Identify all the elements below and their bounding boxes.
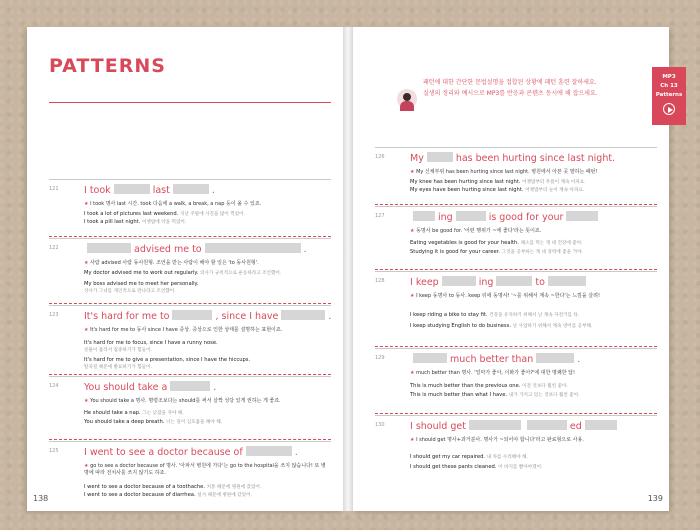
example-sentence: I keep riding a bike to stay fit. 건강을 유지하기 위해서 난 계속 자전거를 타. bbox=[410, 312, 580, 318]
blank-box bbox=[548, 276, 586, 286]
example-sentence: Eating vegetables is good for your health. 채소를 먹는 게 네 건강에 좋아. bbox=[410, 240, 583, 246]
blank-box bbox=[496, 276, 532, 286]
pattern-explanation: ★ My 신체부위 has been hurting since last night. 병원에서 아픈 곳 말하는 패턴! bbox=[410, 169, 598, 175]
blank-box bbox=[469, 420, 521, 430]
pattern-number: 121 bbox=[49, 186, 59, 192]
title-divider bbox=[49, 102, 331, 103]
example-sentence: It's hard for me to give a presentation, since I have the hiccups. bbox=[84, 357, 251, 363]
pattern-explanation: ★ You should take a 명사. 명령조보다는 should를 써서 살짝 성당 있게 권하는 게 좋죠. bbox=[84, 398, 281, 404]
page-title: PATTERNS bbox=[49, 55, 166, 77]
pattern-number: 130 bbox=[375, 422, 385, 428]
pattern-number: 126 bbox=[375, 154, 385, 160]
blank-box bbox=[427, 152, 453, 162]
right-page bbox=[353, 27, 683, 511]
blank-box bbox=[413, 353, 447, 363]
example-sentence: You should take a deep breath. 너는 깊이 심호흡을 해야 해. bbox=[84, 419, 223, 425]
pattern-number: 129 bbox=[375, 355, 385, 361]
pattern-sentence: I took last . bbox=[84, 185, 215, 196]
example-sentence: I took a lot of pictures last weekend. 지난 주말에 사진을 많이 찍었어. bbox=[84, 211, 245, 217]
example-sentence: It's hard for me to focus, since I have a runny nose. bbox=[84, 340, 218, 346]
example-translation: 상사가 그녀를 개인적으로 만나라고 조언했어. bbox=[84, 289, 176, 294]
pattern-entry-121 bbox=[49, 179, 331, 237]
pattern-sentence: I went to see a doctor because of . bbox=[84, 447, 298, 458]
blank-box bbox=[205, 243, 301, 253]
blank-box bbox=[114, 184, 150, 194]
blank-box bbox=[536, 353, 574, 363]
pattern-number: 124 bbox=[49, 383, 59, 389]
blank-box bbox=[281, 310, 325, 320]
blank-box bbox=[527, 420, 567, 430]
example-sentence: He should take a nap. 그는 낮잠을 자야 해. bbox=[84, 410, 184, 416]
example-sentence: I went to see a doctor because of a toothache. 치통 때문에 병원에 갔었어. bbox=[84, 484, 262, 490]
blank-box bbox=[172, 310, 212, 320]
pattern-number: 127 bbox=[375, 213, 385, 219]
pattern-explanation: ★ go to see a doctor because of 명사. '아파서 병원에 가다'는 go to the hospital을 쓰지 않습니다! 또 병명에 따라 전치사를 쓰지 않기도 하죠. bbox=[84, 463, 326, 476]
pattern-sentence: ing is good for your bbox=[410, 211, 601, 223]
blank-box bbox=[413, 211, 435, 221]
pattern-entry-127 bbox=[375, 206, 657, 270]
pattern-explanation: ★ It's hard for me to 동사 since I have 증상. 증상으로 인한 상태를 설명하는 표현이죠. bbox=[84, 327, 283, 333]
example-sentence: I went to see a doctor because of diarrhea. 설사 때문에 병원에 갔었어. bbox=[84, 492, 252, 498]
pattern-explanation: ★ I keep 동명사 to 동사. keep 뒤에 동명사! '~를 위해서 계속 ~한다'는 느낌을 살려! bbox=[410, 293, 600, 299]
example-sentence: My doctor advised me to work out regularly. 의사가 규칙적으로 운동하라고 조언했어. bbox=[84, 270, 282, 276]
mp3-tab[interactable]: MP3 Ch 13 Patterns bbox=[652, 67, 686, 125]
blank-box bbox=[173, 184, 209, 194]
pattern-number: 123 bbox=[49, 312, 59, 318]
example-sentence: My eyes have been hurting since last night. 어젯밤부터 눈이 계속 아파요. bbox=[410, 187, 585, 193]
blank-box bbox=[456, 211, 486, 221]
example-sentence: My knee has been hurting since last night. 어젯밤부터 무릎이 계속 아파요. bbox=[410, 179, 586, 185]
example-sentence: Studying it is good for your career. 그것을 공부하는 게 네 경력에 좋을 거야. bbox=[410, 249, 583, 255]
book-spine bbox=[343, 27, 353, 511]
pattern-sentence: It's hard for me to , since I have . bbox=[84, 311, 332, 322]
blank-box bbox=[170, 381, 210, 391]
example-sentence: This is much better than the previous one. 이전 것보다 훨씬 좋아. bbox=[410, 383, 568, 389]
pattern-explanation: ★ 사람 advised 사람 동사원형. 조언을 받는 사람이 해야 할 일은 'to 동사원형'. bbox=[84, 260, 259, 266]
blank-box bbox=[566, 211, 598, 221]
page-number: 138 bbox=[33, 494, 49, 503]
pattern-explanation: ★ much better than 명사. '얼마가 좋아, 이봐가 좋아?'에 대한 명쾌한 답! bbox=[410, 370, 575, 376]
pattern-explanation: ★ I took 명사 last 시간. took 다음에 a walk, a break, a nap 등이 올 수 있죠. bbox=[84, 201, 262, 207]
pattern-entry-126 bbox=[375, 147, 657, 205]
pattern-entry-129 bbox=[375, 348, 657, 414]
blank-box bbox=[87, 243, 131, 253]
pattern-entry-123 bbox=[49, 305, 331, 375]
example-translation: 딸꾹질 때문에 발표하기가 힘들어. bbox=[84, 365, 152, 370]
avatar bbox=[397, 89, 417, 109]
example-sentence: I keep studying English to do business. 난 사업하기 위해서 계속 영어를 공부해. bbox=[410, 323, 593, 329]
pattern-entry-128 bbox=[375, 271, 657, 347]
pattern-number: 122 bbox=[49, 245, 59, 251]
pattern-sentence: I keep ing to bbox=[410, 276, 589, 288]
example-sentence: I took a pill last night. 어젯밤에 약을 먹었어. bbox=[84, 219, 187, 225]
example-sentence: I should get these pants cleaned. 이 바지를 빨아야겠어. bbox=[410, 464, 543, 470]
pattern-entry-130 bbox=[375, 415, 657, 485]
example-sentence: This is much better than what I have. 내가 가지고 있는 것보다 훨씬 좋아. bbox=[410, 392, 580, 398]
blank-box bbox=[246, 446, 292, 456]
pattern-entry-124 bbox=[49, 376, 331, 440]
example-sentence: I should get my car repaired. 내 차를 수리해야 해. bbox=[410, 454, 529, 460]
blank-box bbox=[442, 276, 476, 286]
example-translation: 콧물이 흘러서 집중하기가 힘들어. bbox=[84, 348, 152, 353]
pattern-sentence: My has been hurting since last night. bbox=[410, 153, 616, 164]
left-page bbox=[27, 27, 343, 511]
pattern-sentence: I should get ed bbox=[410, 420, 620, 432]
pattern-explanation: ★ I should get 명사+과거분사. 명사가 ~되어야 합니다'라고 완료형으로 사용. bbox=[410, 437, 584, 443]
pattern-explanation: ★ 동명사 be good for. '어떤 행위가 ~에 좋다'라는 뜻이죠. bbox=[410, 228, 542, 234]
blank-box bbox=[585, 420, 617, 430]
pattern-number: 125 bbox=[49, 448, 59, 454]
pattern-sentence: advised me to . bbox=[84, 243, 307, 255]
page-number: 139 bbox=[647, 494, 663, 503]
pattern-entry-125 bbox=[49, 441, 331, 505]
intro-text: 패턴에 대한 간단한 문법설명을 접합된 상황에 패턴 훈련 잘하세요. 실생의 정리와 예시으로 MP3를 반응과 콘텐츠 동시에 해 잡으세요. bbox=[423, 79, 598, 97]
example-sentence: My boss advised me to meet her personally. bbox=[84, 281, 199, 287]
pattern-number: 128 bbox=[375, 278, 385, 284]
play-icon[interactable] bbox=[663, 103, 675, 115]
pattern-sentence: much better than . bbox=[410, 353, 580, 365]
pattern-sentence: You should take a . bbox=[84, 382, 217, 393]
pattern-entry-122 bbox=[49, 238, 331, 304]
